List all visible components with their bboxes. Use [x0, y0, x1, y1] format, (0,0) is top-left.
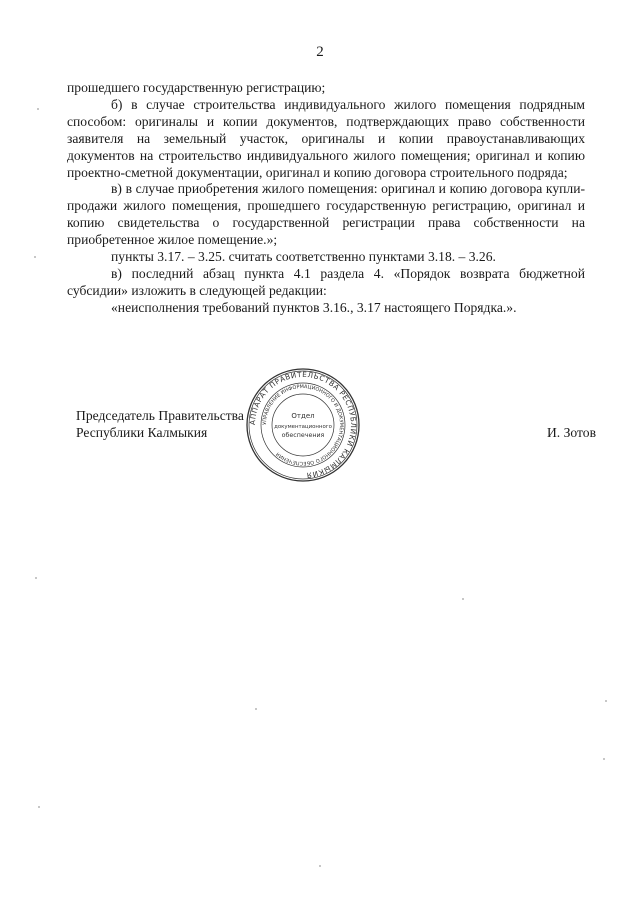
signer-title	[76, 407, 244, 441]
page-number: 2	[316, 44, 324, 60]
scan-speck	[38, 806, 40, 808]
paragraph: в) в случае приобретения жилого помещения: оригинал и копию договора купли-продажи жилого помещения, прошедшего государственную регистрацию, оригинал и копию свидетельства о государственной регистрации права собственности на приобретенное жилое помещение.»;	[67, 181, 585, 248]
paragraph: в) последний абзац пункта 4.1 раздела 4. «Порядок возврата бюджетной субсидии» изложить в следующей редакции:	[67, 265, 585, 298]
seal-center-line: обеспечения	[281, 432, 325, 439]
scan-speck	[605, 700, 607, 702]
signer-title-line: Республики Калмыкия	[76, 425, 208, 440]
paragraph: б) в случае строительства индивидуального жилого помещения подрядным способом: оригиналы и копии документов, подтверждающих право собственности заявителя на земельный участок, оригиналы и копии правоустанавливающих документов на строительство индивидуального жилого помещения; оригинал и копию проектно-сметной документации, оригинал и копию договора строительного подряда;	[67, 96, 585, 180]
seal-inner-text: УПРАВЛЕНИЕ ИНФОРМАЦИОННОГО И ДОКУМЕНТАЦИОННОГО ОБЕСПЕЧЕНИЯ	[261, 383, 345, 467]
seal-center-line: документационного	[274, 424, 332, 430]
scan-speck	[34, 256, 36, 258]
paragraph: пункты 3.17. – 3.25. считать соответственно пунктами 3.18. – 3.26.	[111, 249, 496, 265]
scan-speck	[255, 708, 257, 710]
paragraph: прошедшего государственную регистрацию;	[67, 80, 326, 95]
official-seal	[244, 366, 362, 484]
scan-speck	[603, 758, 605, 760]
scan-speck	[37, 108, 39, 110]
scan-speck	[462, 598, 464, 600]
body-text	[67, 80, 585, 317]
scan-speck	[319, 865, 321, 867]
paragraph: «неисполнения требований пунктов 3.16., 3.17 настоящего Порядка.».	[111, 299, 517, 315]
signer-title-line: Председатель Правительства	[76, 408, 244, 423]
scan-speck	[35, 577, 37, 579]
seal-center-line: Отдел	[291, 412, 315, 420]
seal-outer-text: АППАРАТ ПРАВИТЕЛЬСТВА РЕСПУБЛИКИ КАЛМЫКИЯ	[247, 369, 359, 480]
signer-name: И. Зотов	[546, 425, 596, 440]
